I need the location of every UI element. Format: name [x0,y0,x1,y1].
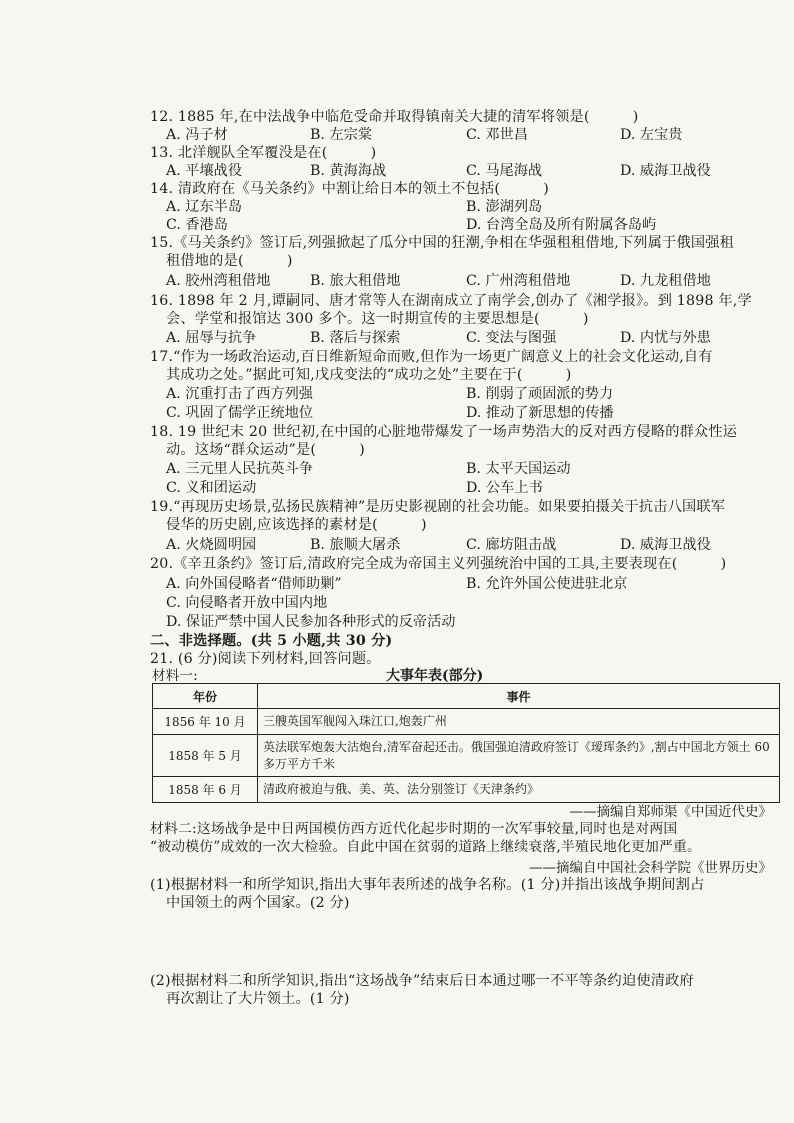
material2-line2: “被动模仿”成效的一次大检验。自此中国在贫弱的道路上继续衰落,半殖民地化更加严重。 [150,839,701,855]
table-cell-year: 1858 年 5 月 [153,735,258,777]
table-header-row [153,684,780,709]
q14-option-d[interactable]: D. 台湾全岛及所有附属各岛屿 [466,217,657,233]
sub-question-1-line1: (1)根据材料一和所学知识,指出大事年表所述的战争名称。(1 分)并指出该战争期间割占 [150,877,705,893]
q17-stem-line2: 其成功之处。”据此可知,戊戌变法的“成功之处”主要在于( ) [166,367,572,383]
q19-option-c[interactable]: C. 廊坊阻击战 [466,537,557,553]
q15-option-c[interactable]: C. 广州湾租借地 [466,273,571,289]
table-row [153,709,780,735]
q19-stem-line1: 19.“再现历史场景,弘扬民族精神”是历史影视剧的社会功能。如果要拍摄关于抗击八国联军 [150,499,726,515]
events-table [152,683,780,803]
q20-option-a[interactable]: A. 向外国侵略者“借师助剿” [166,576,342,592]
q20-option-c[interactable]: C. 向侵略者开放中国内地 [166,595,328,611]
q16-stem-line2: 会、学堂和报馆达 300 多个。这一时期宣传的主要思想是( ) [166,311,589,327]
q13-option-a[interactable]: A. 平壤战役 [166,163,243,179]
table-cell-year: 1858 年 6 月 [153,777,258,803]
q14-stem: 14. 清政府在《马关条约》中割让给日本的领土不包括( ) [150,181,550,197]
q16-option-d[interactable]: D. 内忧与外患 [620,330,711,346]
q18-option-a[interactable]: A. 三元里人民抗英斗争 [166,461,313,477]
q15-stem-line2: 租借地的是( ) [166,253,293,269]
q12-option-d[interactable]: D. 左宝贵 [620,127,683,143]
q13-option-d[interactable]: D. 威海卫战役 [620,163,711,179]
sub-question-2-line2: 再次割让了大片领土。(1 分) [166,991,350,1007]
q17-option-c[interactable]: C. 巩固了儒学正统地位 [166,405,314,421]
q20-option-b[interactable]: B. 允许外国公使进驻北京 [466,576,628,592]
q19-stem-line2: 侵华的历史剧,应该选择的素材是( ) [166,517,427,533]
table-cell-event: 三艘英国军舰闯入珠江口,炮轰广州 [258,709,780,735]
table-cell-year: 1856 年 10 月 [153,709,258,735]
q18-stem-line1: 18. 19 世纪末 20 世纪初,在中国的心脏地带爆发了一场声势浩大的反对西方侵略的群众性运 [150,424,738,440]
q19-option-b[interactable]: B. 旅顺大屠杀 [310,537,401,553]
table-header-event: 事件 [258,684,780,709]
q19-option-a[interactable]: A. 火烧圆明园 [166,537,257,553]
q15-option-d[interactable]: D. 九龙租借地 [620,273,711,289]
q16-option-c[interactable]: C. 变法与图强 [466,330,557,346]
table-cell-event: 英法联军炮轰大沽炮台,清军奋起还击。俄国强迫清政府签订《瑷珲条约》,割占中国北方领土 60 多万平方千米 [258,735,780,777]
sub-question-2-line1: (2)根据材料二和所学知识,指出“这场战争”结束后日本通过哪一不平等条约迫使清政府 [150,973,694,989]
q13-option-b[interactable]: B. 黄海海战 [310,163,387,179]
material2-source: ——摘编自中国社会科学院《世界历史》 [529,860,772,876]
table-row [153,735,780,777]
q14-option-c[interactable]: C. 香港岛 [166,217,228,233]
q12-stem: 12. 1885 年,在中法战争中临危受命并取得镇南关大捷的清军将领是( ) [150,109,639,125]
q18-option-b[interactable]: B. 太平天国运动 [466,461,571,477]
q12-option-b[interactable]: B. 左宗棠 [310,127,373,143]
q13-stem: 13. 北洋舰队全军覆没是在( ) [150,145,377,161]
table-title: 大事年表(部分) [386,668,484,684]
q19-option-d[interactable]: D. 威海卫战役 [620,537,711,553]
q12-option-c[interactable]: C. 邓世昌 [466,127,528,143]
q14-option-b[interactable]: B. 澎湖列岛 [466,199,543,215]
table-cell-event: 清政府被迫与俄、美、英、法分别签订《天津条约》 [258,777,780,803]
q20-option-d[interactable]: D. 保证严禁中国人民参加各种形式的反帝活动 [166,614,456,630]
q20-stem: 20.《辛丑条约》签订后,清政府完全成为帝国主义列强统治中国的工具,主要表现在( ) [150,556,727,572]
sub-question-1-line2: 中国领土的两个国家。(2 分) [166,895,350,911]
table-header-year: 年份 [153,684,258,709]
q18-stem-line2: 动。这场“群众运动”是( ) [166,442,366,458]
q14-option-a[interactable]: A. 辽东半岛 [166,199,243,215]
q16-option-b[interactable]: B. 落后与探索 [310,330,401,346]
q16-option-a[interactable]: A. 屈辱与抗争 [166,330,257,346]
material1-label: 材料一: [152,668,198,684]
q15-option-a[interactable]: A. 胶州湾租借地 [166,273,271,289]
q15-stem-line1: 15.《马关条约》签订后,列强掀起了瓜分中国的狂潮,争相在华强租租借地,下列属于俄国强租 [150,235,735,251]
q21-intro: 21. (6 分)阅读下列材料,回答问题。 [150,651,381,667]
table-row [153,777,780,803]
q17-stem-line1: 17.“作为一场政治运动,百日维新短命而败,但作为一场更广阔意义上的社会文化运动,自有 [150,349,713,365]
q16-stem-line1: 16. 1898 年 2 月,谭嗣同、唐才常等人在湖南成立了南学会,创办了《湘学报》。到 1898 年,学 [150,293,752,309]
material1-source: ——摘编自郑师渠《中国近代史》 [569,804,772,820]
q12-option-a[interactable]: A. 冯子材 [166,127,228,143]
q17-option-d[interactable]: D. 推动了新思想的传播 [466,405,614,421]
q15-option-b[interactable]: B. 旅大租借地 [310,273,401,289]
q18-option-d[interactable]: D. 公车上书 [466,480,543,496]
q18-option-c[interactable]: C. 义和团运动 [166,480,257,496]
q13-option-c[interactable]: C. 马尾海战 [466,163,543,179]
q17-option-a[interactable]: A. 沉重打击了西方列强 [166,386,313,402]
material2-line1: 材料二:这场战争是中日两国模仿西方近代化起步时期的一次军事较量,同时也是对两国 [150,821,678,837]
q17-option-b[interactable]: B. 削弱了顽固派的势力 [466,386,614,402]
section-heading: 二、非选择题。(共 5 小题,共 30 分) [150,633,393,649]
